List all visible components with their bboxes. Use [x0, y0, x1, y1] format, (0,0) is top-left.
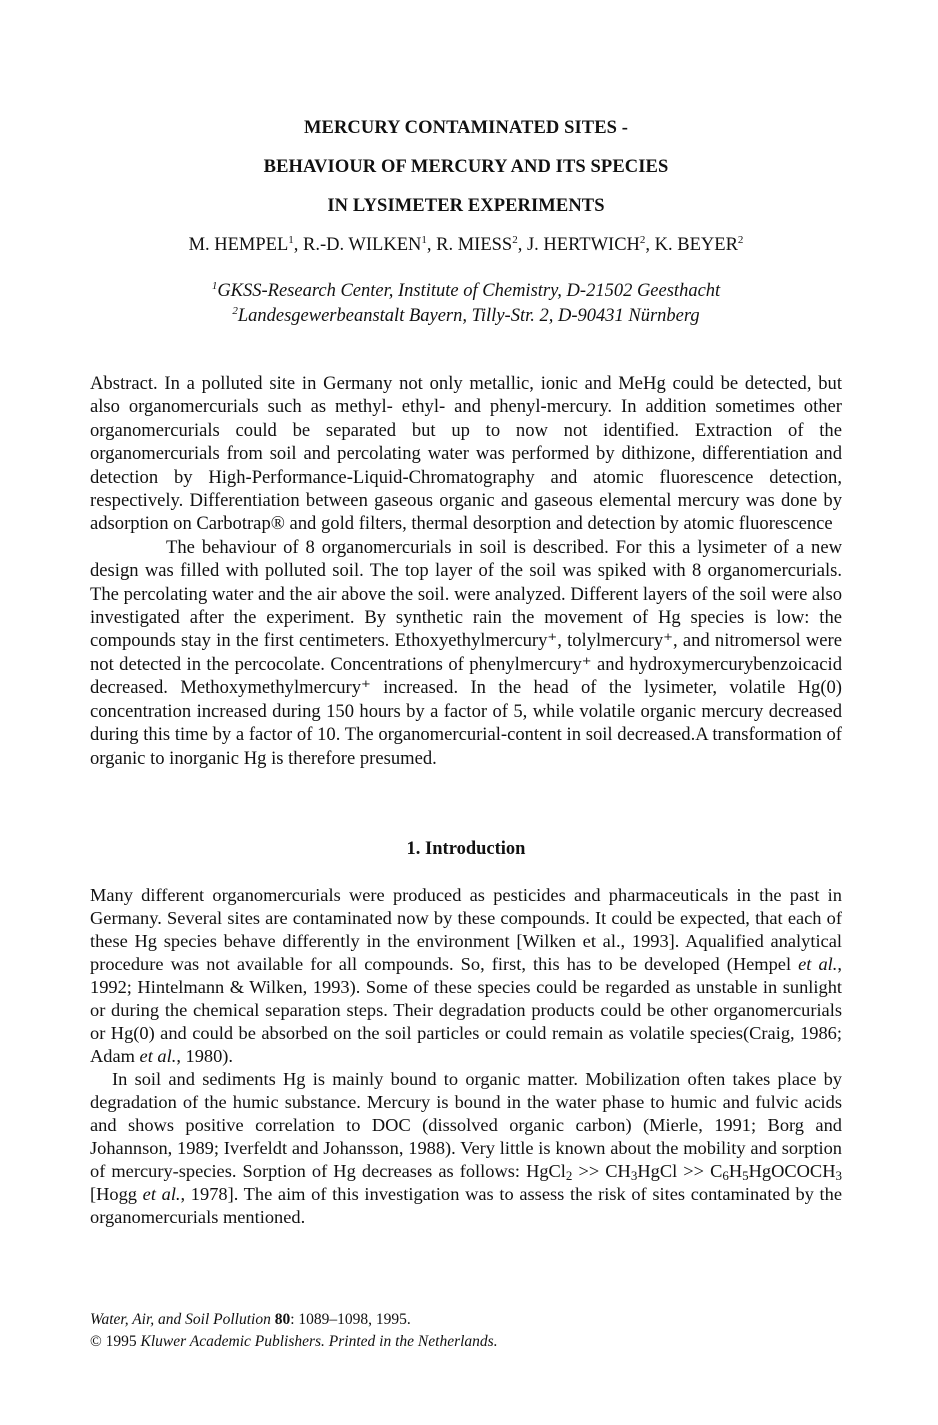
intro-text: Many different organomercurials were produced as pesticides and pharmaceuticals in the past in Germany. Several sites are contaminated now by these compounds. It could be expected, that each of these Hg species behave differently in the environment [Wilken et al., 1993]. Aqualified analytical procedure was not available for all compounds. So, first, this has to be developed (Hempel [90, 885, 842, 974]
journal-volume: 80 [270, 1311, 291, 1328]
author-name: R. MIESS [436, 235, 513, 255]
affiliation-text: GKSS-Research Center, Institute of Chemistry, D-21502 Geesthacht [217, 281, 721, 301]
section-heading: 1. Introduction [406, 839, 526, 859]
author-name: M. HEMPEL [188, 235, 289, 255]
author-separator: , [426, 235, 437, 255]
intro-text: , 1978]. The aim of this investigation was to assess the risk of sites contaminated by the organomercurials mentioned. [90, 1184, 843, 1227]
copyright-line [90, 1333, 498, 1351]
intro-paragraph-2 [90, 1068, 842, 1229]
intro-etal: et al. [139, 1046, 177, 1066]
author-separator: , [645, 235, 655, 255]
intro-text: , 1980). [176, 1046, 234, 1066]
title-line-1: MERCURY CONTAMINATED SITES - [303, 118, 629, 138]
copyright-year: © 1995 [90, 1333, 141, 1350]
intro-text: [Hogg [90, 1184, 143, 1204]
journal-pages: : 1089–1098, 1995. [290, 1311, 411, 1328]
journal-citation [90, 1311, 411, 1329]
publisher: Kluwer Academic Publishers. Printed in the Netherlands. [140, 1333, 498, 1350]
intro-etal: et al. [142, 1184, 181, 1204]
journal-name: Water, Air, and Soil Pollution [90, 1311, 271, 1328]
introduction [90, 884, 842, 1229]
title-line-3: IN LYSIMETER EXPERIMENTS [327, 196, 605, 216]
intro-text: , 1992; Hintelmann & Wilken, 1993). Some of these species could be regarded as unstable in sunlight or during the chemical separation steps. Their degradation products could be other organomercurials or Hg(0) and could be absorbed on the soil particles or could remain as volatile species(Craig, 1986; Adam [90, 954, 842, 1066]
formula-phenylmercury-acetate: $C_6H_5HgOCOCH_3$ [710, 1161, 842, 1183]
abstract-paragraph-1: Abstract. In a polluted site in Germany not only metallic, ionic and MeHg could be detected, but also organomercurials such as methyl- ethyl- and phenyl-mercury. In addition sometimes other organomercurials could be separated but up to now not identified. Extraction of the organomercurials from soil and percolating water was performed by dithizone, differentiation and detection by High-Performance-Liquid-Chromatography and atomic fluorescence detection, respectively. Differentiation between gaseous organic and gaseous elemental mercury was done by adsorption on Carbotrap® and gold filters, thermal desorption and detection by atomic fluorescence [90, 373, 842, 535]
intro-etal: et al. [798, 954, 838, 974]
title-line-2: BEHAVIOUR OF MERCURY AND ITS SPECIES [263, 157, 669, 177]
affiliation-2 [90, 306, 842, 327]
formula-ch3hgcl: $CH_3HgCl$ [605, 1161, 678, 1183]
author-affil-marker: 1 [421, 233, 427, 246]
author-name: J. HERTWICH [526, 235, 640, 255]
author-affil-marker: 2 [737, 233, 744, 246]
abstract-paragraph-2: The behaviour of 8 organomercurials in soil is described. For this a lysimeter of a new design was filled with polluted soil. The top layer of the soil was spiked with 8 organomercurials. The percolating water and the air above the soil. were analyzed. Different layers of the soil were also investigated after the experiment. By synthetic rain the movement of Hg species is low: the compounds stay in the first centimeters. Ethoxyethylmercury⁺, tolylmercury⁺, and nitromersol were not detected in the percocolate. Concentrations of phenylmercury⁺ and hydroxymercurybenzoicacid decreased. Methoxymethylmercury⁺ increased. In the head of the lysimeter, volatile Hg(0) concentration increased during 150 hours by a factor of 5, while volatile organic mercury decreased during this time by a factor of 10. The organomercurial-content in soil decreased.A transformation of organic to inorganic Hg is therefore presumed. [90, 536, 842, 769]
greater-than: >> [677, 1161, 711, 1181]
author-separator: , [517, 235, 527, 255]
intro-paragraph-1 [90, 884, 842, 1068]
intro-text: In soil and sediments Hg is mainly bound to organic matter. Mobilization often takes place by degradation of the humic substance. Mercury is bound in the water phase to humic and fulvic acids and shows positive correlation to DOC (dissolved organic carbon) (Mierle, 1991; Borg and Johannson, 1989; Iverfeldt and Johansson, 1988). Very little is known about the mobility and sorption of mercury-species. Sorption of Hg decreases as follows: [90, 1069, 842, 1181]
abstract [90, 372, 842, 770]
author-separator: , [293, 235, 304, 255]
author-affil-marker: 1 [288, 233, 294, 246]
greater-than: >> [572, 1161, 606, 1181]
formula-hgcl2: HgCl$_2$ [526, 1161, 573, 1183]
author-affil-marker: 2 [639, 233, 646, 246]
affiliation-marker: 2 [232, 304, 238, 317]
author-affil-marker: 2 [512, 233, 518, 246]
author-name: K. BEYER [654, 235, 738, 255]
affiliation-marker: 1 [211, 279, 218, 292]
affiliation-1 [90, 281, 842, 302]
affiliation-text: Landesgewerbeanstalt Bayern, Tilly-Str. 2, D-90431 Nürnberg [237, 306, 700, 326]
author-list [90, 235, 842, 256]
author-name: R.-D. WILKEN [303, 235, 422, 255]
